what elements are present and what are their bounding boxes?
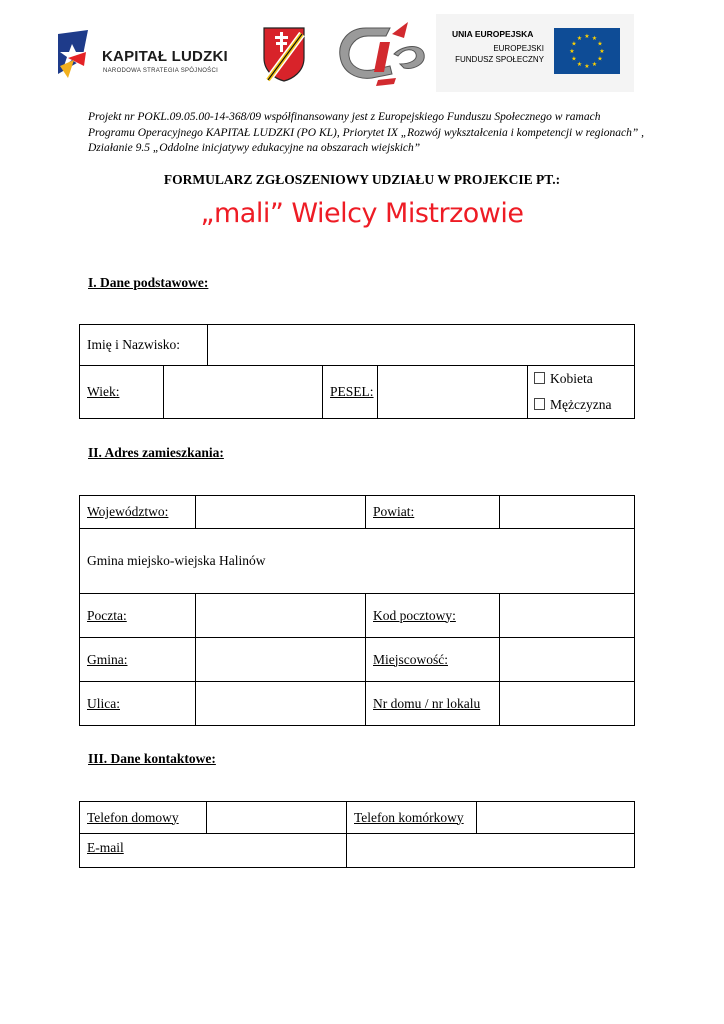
svg-text:★: ★ xyxy=(597,40,603,48)
email-input-cell[interactable] xyxy=(347,834,635,868)
gender-female-label: Kobieta xyxy=(550,371,593,386)
postal-code-input-cell[interactable] xyxy=(500,594,635,638)
basic-data-table xyxy=(79,324,635,419)
address-table xyxy=(79,495,635,726)
checkbox-icon[interactable] xyxy=(534,398,545,410)
post-input-cell[interactable] xyxy=(196,594,366,638)
svg-text:★: ★ xyxy=(576,61,583,68)
form-title: FORMULARZ ZGŁOSZENIOWY UDZIAŁU W PROJEKCIE PT.: xyxy=(163,172,561,187)
svg-text:★: ★ xyxy=(576,35,583,42)
mobile-phone-input-cell[interactable] xyxy=(477,802,635,834)
eu-logo-box xyxy=(436,14,634,92)
commune-input-cell[interactable] xyxy=(196,638,366,682)
name-label-cell xyxy=(80,325,208,366)
eu-flag-icon xyxy=(554,28,620,74)
house-number-label: Nr domu / nr lokalu xyxy=(366,682,500,726)
commune-info-cell xyxy=(80,529,635,594)
gender-option-male[interactable] xyxy=(534,392,634,418)
commune-info: Gmina miejsko-wiejska Halinów xyxy=(87,553,266,568)
kapital-ludzki-star-icon xyxy=(58,30,98,82)
street-input-cell[interactable] xyxy=(196,682,366,726)
svg-text:★: ★ xyxy=(591,35,598,42)
logo-bar xyxy=(0,14,724,96)
email-label-cell xyxy=(80,834,347,868)
svg-text:★: ★ xyxy=(584,33,590,40)
svg-text:★: ★ xyxy=(571,55,577,63)
county-input-cell[interactable] xyxy=(500,496,635,529)
kapital-ludzki-subtitle: NARODOWA STRATEGIA SPÓJNOŚCI xyxy=(103,68,219,74)
house-number-input-cell[interactable] xyxy=(500,682,635,726)
eu-union-label: UNIA EUROPEJSKA xyxy=(452,29,534,39)
kapital-ludzki-logo xyxy=(58,26,258,86)
age-label: Wiek: xyxy=(80,366,164,419)
name-input-cell[interactable] xyxy=(208,325,635,366)
section-basic-heading: I. Dane podstawowe: xyxy=(88,275,209,290)
checkbox-icon[interactable] xyxy=(534,372,545,384)
section-contact-heading: III. Dane kontaktowe: xyxy=(88,751,216,766)
svg-text:★: ★ xyxy=(584,63,590,70)
commune-label: Gmina: xyxy=(80,638,196,682)
project-note: Projekt nr POKL.09.05.00-14-368/09 współfinansowany jest z Europejskiego Funduszu Społecznego w ramach Programu Operacyjnego KAPITAŁ LUDZKI (PO KL), Priorytet IX „Rozwój wykształcenia i kompetencji w regionach” , Działanie 9.5 „Oddolne inicjatywy edukacyjne na obszarach wiejskich” xyxy=(88,111,644,154)
county-label: Powiat: xyxy=(366,496,500,529)
postal-code-label: Kod pocztowy: xyxy=(366,594,500,638)
gender-cell xyxy=(528,366,635,419)
kapital-ludzki-name: KAPITAŁ LUDZKI xyxy=(102,48,228,65)
home-phone-input-cell[interactable] xyxy=(207,802,347,834)
locality-label: Miejscowość: xyxy=(366,638,500,682)
eu-fund-label-2: FUNDUSZ SPOŁECZNY xyxy=(455,55,544,64)
voivodeship-label: Województwo: xyxy=(80,496,196,529)
gender-male-label: Mężczyzna xyxy=(550,397,612,412)
email-label: E-mail xyxy=(87,840,124,855)
mobile-phone-label: Telefon komórkowy xyxy=(347,802,477,834)
project-name: „mali” Wielcy Mistrzowie xyxy=(200,198,524,229)
gmina-logo-icon xyxy=(334,20,430,86)
svg-text:★: ★ xyxy=(597,55,603,63)
coat-of-arms-icon xyxy=(262,26,306,82)
eu-fund-label-1: EUROPEJSKI xyxy=(493,44,544,53)
svg-text:★: ★ xyxy=(569,48,575,55)
voivodeship-input-cell[interactable] xyxy=(196,496,366,529)
home-phone-label: Telefon domowy xyxy=(80,802,207,834)
svg-text:★: ★ xyxy=(571,40,577,48)
name-label: Imię i Nazwisko: xyxy=(87,337,180,352)
svg-text:★: ★ xyxy=(591,61,598,68)
contact-table xyxy=(79,801,635,868)
svg-text:★: ★ xyxy=(599,48,605,55)
pesel-input-cell[interactable] xyxy=(378,366,528,419)
locality-input-cell[interactable] xyxy=(500,638,635,682)
section-address-heading: II. Adres zamieszkania: xyxy=(88,445,224,460)
street-label: Ulica: xyxy=(80,682,196,726)
post-label: Poczta: xyxy=(80,594,196,638)
gender-option-female[interactable] xyxy=(534,366,634,392)
age-input-cell[interactable] xyxy=(164,366,323,419)
pesel-label: PESEL: xyxy=(323,366,378,419)
